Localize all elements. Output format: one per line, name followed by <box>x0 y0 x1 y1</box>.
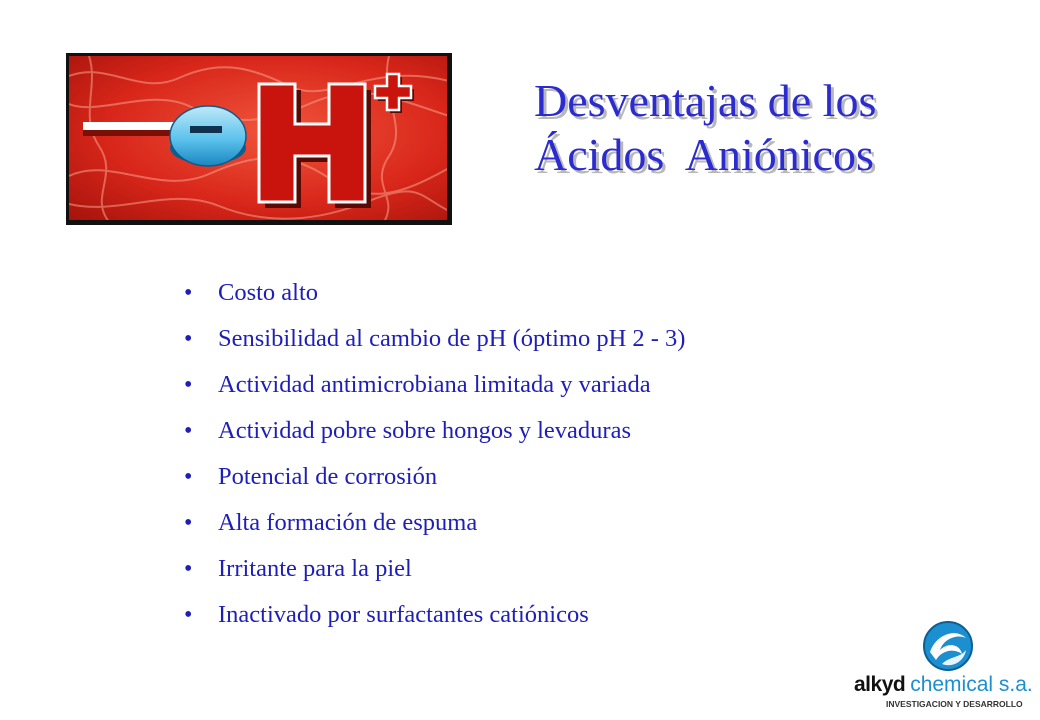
bullet-text: Inactivado por surfactantes catiónicos <box>218 601 589 628</box>
list-item <box>184 279 685 325</box>
slide-title-line-1: Desventajas de los <box>534 75 877 126</box>
logo-brand-bold: alkyd <box>854 673 906 696</box>
logo-brand-light: chemical s.a. <box>910 673 1033 696</box>
list-item <box>184 325 685 371</box>
list-item <box>184 371 685 417</box>
bullet-text: Costo alto <box>218 279 319 306</box>
bullet-text: Potencial de corrosión <box>218 463 438 490</box>
bullet-dot: • <box>184 556 193 582</box>
company-logo <box>852 618 1036 714</box>
h-plus-image <box>66 53 452 225</box>
bullet-text: Sensibilidad al cambio de pH (óptimo pH 2 - 3) <box>218 325 686 352</box>
slide-title <box>534 74 1014 182</box>
bullet-dot: • <box>184 464 193 490</box>
bullet-list <box>184 279 685 647</box>
bullet-dot: • <box>184 602 193 628</box>
bullet-dot: • <box>184 280 193 306</box>
bullet-dot: • <box>184 326 193 352</box>
bullet-dot: • <box>184 510 193 536</box>
bullet-text: Irritante para la piel <box>218 555 412 582</box>
slide-title-line-2: Ácidos Aniónicos <box>534 129 874 180</box>
list-item <box>184 417 685 463</box>
swirl-logo-icon <box>922 620 974 672</box>
list-item <box>184 463 685 509</box>
list-item <box>184 509 685 555</box>
bullet-dot: • <box>184 372 193 398</box>
list-item <box>184 555 685 601</box>
bullet-text: Actividad antimicrobiana limitada y variada <box>218 371 651 398</box>
h-plus-minus-icon <box>69 56 449 222</box>
logo-brand <box>854 673 1033 697</box>
logo-tagline: INVESTIGACION Y DESARROLLO <box>886 699 1023 709</box>
list-item <box>184 601 685 647</box>
bullet-text: Alta formación de espuma <box>218 509 478 536</box>
bullet-text: Actividad pobre sobre hongos y levaduras <box>218 417 631 444</box>
bullet-dot: • <box>184 418 193 444</box>
